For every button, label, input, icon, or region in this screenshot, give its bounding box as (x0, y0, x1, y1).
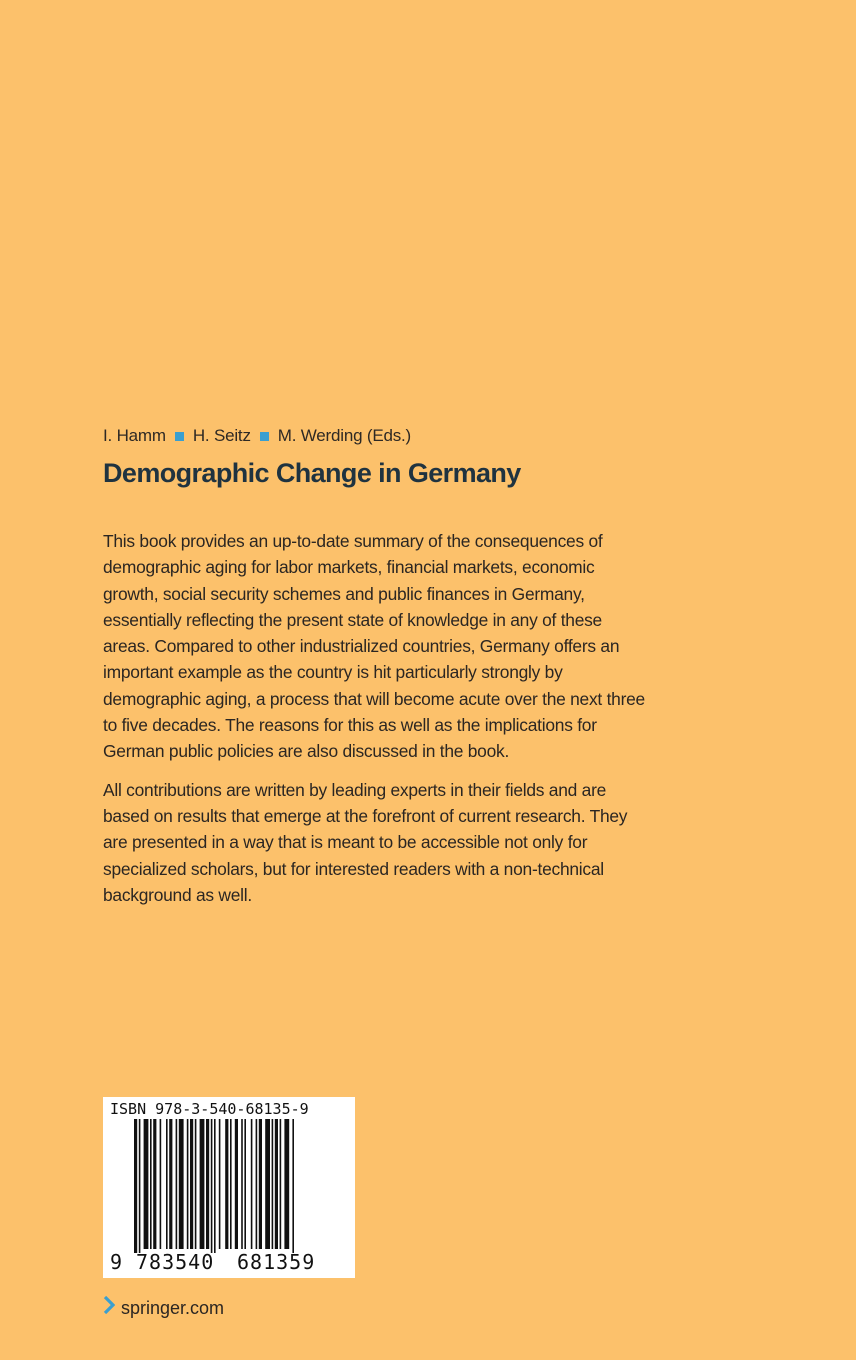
barcode-bar (251, 1119, 253, 1249)
isbn-label: ISBN 978-3-540-68135-9 (110, 1100, 309, 1118)
ean-right-digits: 681359 (237, 1250, 316, 1274)
barcode-bar (272, 1119, 274, 1249)
barcode-bar (200, 1119, 205, 1249)
barcode-bar (190, 1119, 193, 1249)
editor-1: I. Hamm (103, 426, 166, 445)
barcode-bar (176, 1119, 178, 1249)
barcode-bar (256, 1119, 258, 1249)
barcode-bar (225, 1119, 228, 1249)
publisher-website[interactable] (103, 1296, 224, 1319)
barcode-bar (265, 1119, 270, 1249)
editor-2: H. Seitz (192, 426, 251, 445)
barcode-bar (284, 1119, 289, 1249)
barcode-bar (244, 1119, 246, 1249)
description-paragraph-1: This book provides an up-to-date summary of the consequences of demographic aging for labor markets, financial markets, economic growth, social security schemes and public finances in Germany, essentially reflecting the present state of knowledge in any of these areas. Compared to other industrialized countries, Germany offers an important example as the country is hit particularly strongly by demographic aging, a process that will become acute over the next three to five decades. The reasons for this as well as the implications for German public policies are also discussed in the book. (103, 531, 645, 762)
square-bullet-icon (260, 432, 269, 441)
barcode-bar (219, 1119, 221, 1249)
barcode-bar (195, 1119, 197, 1249)
barcode-bar (214, 1119, 216, 1253)
website-link[interactable]: springer.com (121, 1298, 225, 1318)
barcode-bar (169, 1119, 172, 1249)
barcode-bar (139, 1119, 141, 1253)
barcode-bar (166, 1119, 168, 1249)
editors-line (103, 426, 411, 446)
barcode-bar (230, 1119, 232, 1249)
barcode-bar (153, 1119, 156, 1249)
book-title: Demographic Change in Germany (103, 458, 521, 488)
barcode-bar (134, 1119, 137, 1253)
barcode-bar (187, 1119, 189, 1249)
barcode-bar (144, 1119, 149, 1249)
isbn-barcode (103, 1097, 355, 1278)
chevron-right-icon (103, 1296, 115, 1319)
editor-3: M. Werding (Eds.) (277, 426, 412, 445)
square-bullet-icon (175, 432, 184, 441)
barcode-bar (259, 1119, 262, 1249)
barcode-bar (235, 1119, 238, 1249)
barcode-bar (292, 1119, 294, 1253)
barcode-bar (275, 1119, 278, 1249)
barcode-bar (206, 1119, 209, 1249)
ean-left-digits: 783540 (136, 1250, 215, 1274)
barcode-bar (211, 1119, 213, 1253)
barcode-bar (160, 1119, 162, 1249)
barcode-bar (241, 1119, 243, 1249)
book-description (103, 528, 651, 920)
barcode-bar (179, 1119, 184, 1249)
barcode-bar (150, 1119, 152, 1249)
barcode-bar (280, 1119, 282, 1249)
ean-first-digit: 9 (110, 1250, 123, 1274)
description-paragraph-2: All contributions are written by leading experts in their fields and are based on results that emerge at the forefront of current research. They are presented in a way that is meant to be accessible not only for specialized scholars, but for interested readers with a non-technical background as well. (103, 779, 628, 905)
